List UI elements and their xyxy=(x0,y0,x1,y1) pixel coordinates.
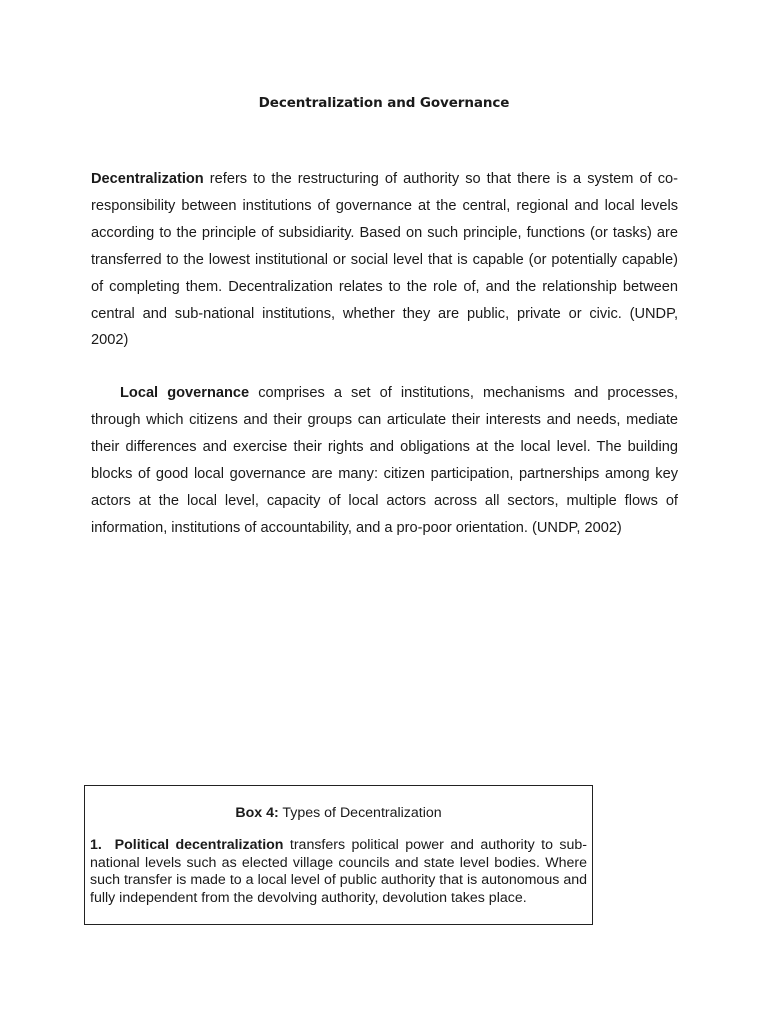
page-title: Decentralization and Governance xyxy=(258,95,510,111)
box-item-text: transfers political power and authority to sub-national levels such as elected village councils and state level bodies. Where such transfer is made to a local level of public authority that is autonomous and fully independent from the devolving authority, devolution takes place. xyxy=(90,837,587,906)
box-item-number: 1. xyxy=(90,837,102,853)
box-label: Box 4: xyxy=(235,805,279,821)
box-item-term: Political decentralization xyxy=(114,837,284,853)
box-title xyxy=(85,805,592,821)
paragraph-decentralization-text: refers to the restructuring of authority so that there is a system of co-responsibility between institutions of governance at the central, regional and local levels according to the principle of subsidiarity. Based on such principle, functions (or tasks) are transferred to the lowest institutional or social level that is capable (or potentially capable) of completing them. Decentralization relates to the role of, and the relationship between central and sub-national institutions, whether they are public, private or civic. (UNDP, 2002) xyxy=(91,171,678,349)
box-types-of-decentralization xyxy=(84,785,593,925)
paragraph-local-governance xyxy=(91,380,678,541)
paragraph-decentralization xyxy=(91,166,678,354)
box-title-text: Types of Decentralization xyxy=(278,805,442,821)
term-decentralization: Decentralization xyxy=(91,171,204,187)
term-local-governance: Local governance xyxy=(120,385,250,401)
paragraph-local-governance-text: comprises a set of institutions, mechanisms and processes, through which citizens and their groups can articulate their interests and needs, mediate their differences and exercise their rights and obligations at the local level. The building blocks of good local governance are many: citizen participation, partnerships among key actors at the local level, capacity of local actors across all sectors, multiple flows of information, institutions of accountability, and a pro-poor orientation. (UNDP, 2002) xyxy=(91,385,678,536)
box-item-political-decentralization xyxy=(90,837,587,907)
